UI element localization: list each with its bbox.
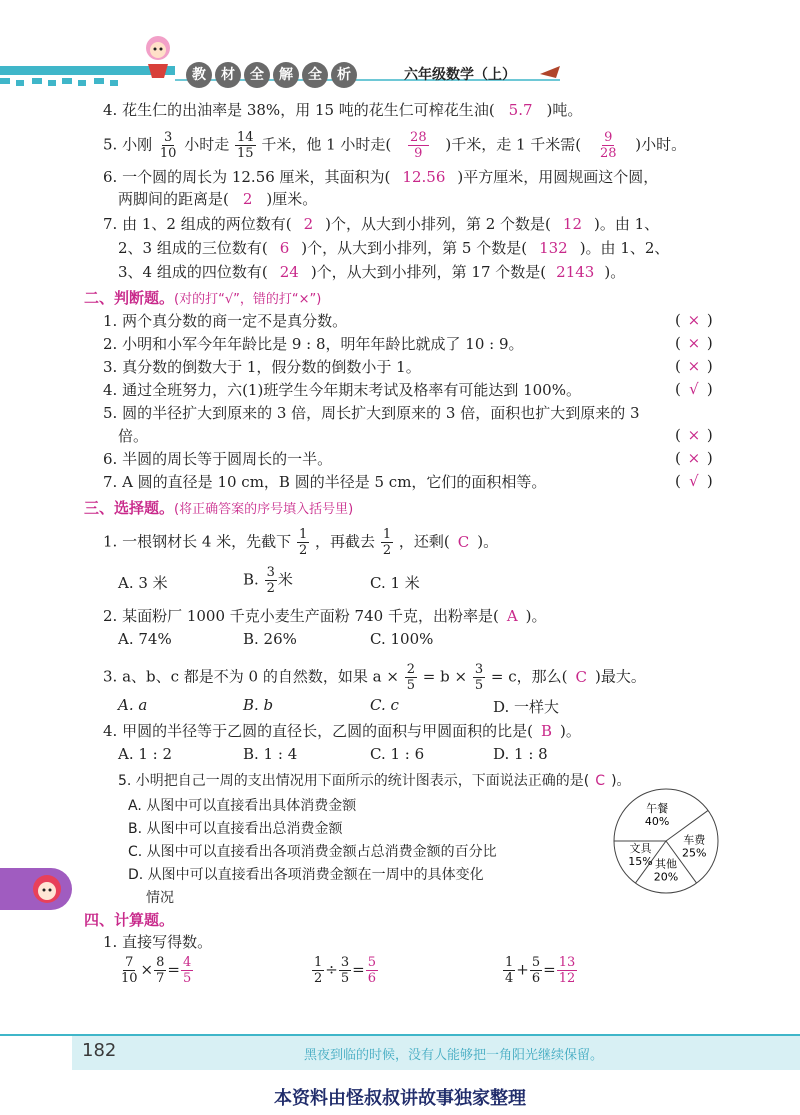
option-b: B. b [243,696,274,714]
calc-expr-3: $\frac{1}{4}$ + $\frac{5}{6}$ = $\frac{13}{12}$ [505,955,576,986]
judge-mark: ( × ) [675,449,713,467]
option-d: D. 1 : 8 [493,745,548,763]
footer-motto: 黑夜到临的时候，没有人能够把一角阳光继续保留。 [304,1048,604,1063]
fill-q7-line3: 3、4 组成的四位数有( 24 )个，从大到小排列，第 17 个数是( 2143 )。 [118,263,626,281]
pie-svg [612,787,720,895]
option-b: B. 从图中可以直接看出总消费金额 [128,821,343,837]
option-a: A. a [118,696,148,714]
option-b: B. $\frac{3}{2}$ 米 [243,565,293,596]
pie-chart [612,787,720,895]
judge-item: 2. 小明和小军今年年龄比是 9 : 8，明年年龄比就成了 10 : 9。 [103,335,524,353]
choice-q5: 5. 小明把自己一周的支出情况用下面所示的统计图表示，下面说法正确的是( C )。 [118,773,631,789]
judge-mark: ( √ ) [675,472,713,490]
pie-value-label: 15% [628,854,653,868]
header-char-2: 材 [215,62,241,88]
header-decoration [0,0,800,100]
page-number: 182 [82,1040,117,1061]
option-a: A. 74% [118,630,172,648]
option-c: C. c [370,696,399,714]
header-char-6: 析 [331,62,357,88]
judge-item: 4. 通过全班努力，六(1)班学生今年期末考试及格率有可能达到 100%。 [103,381,581,399]
option-a: A. 1 : 2 [118,745,173,763]
choice-q1: 1. 一根钢材长 4 米，先截下 $\frac{1}{2}$ ，再截去 $\frac{1}{2}$ ，还剩( C )。 [103,527,499,558]
judge-item-cont: 倍。 [118,427,149,445]
choice-q2: 2. 某面粉厂 1000 千克小麦生产面粉 740 千克，出粉率是( A )。 [103,607,547,625]
judge-item: 7. A 圆的直径是 10 cm，B 圆的半径是 5 cm，它们的面积相等。 [103,473,547,491]
calc-q1: 1. 直接写得数。 [103,933,213,951]
header-stripe [0,0,800,100]
judge-mark: ( × ) [675,311,713,329]
fraction: $\frac{1}{2}$ [382,527,392,558]
fill-q4: 4. 花生仁的出油率是 38%，用 15 吨的花生仁可榨花生油( 5.7 )吨。 [103,101,583,119]
mascot-face-icon [30,872,64,906]
option-b: B. 26% [243,630,297,648]
option-a: A. 从图中可以直接看出具体消费金额 [128,798,357,814]
fraction: $\frac{1}{2}$ [298,527,308,558]
calc-expr-2: $\frac{1}{2}$ ÷ $\frac{3}{5}$ = $\frac{5}{6}$ [314,955,376,986]
option-d: D. 从图中可以直接看出各项消费金额在一周中的具体变化 [128,867,484,883]
footer-credit: 本资料由怪叔叔讲故事独家整理 [274,1088,526,1109]
pie-label: 其他 [655,857,677,871]
judge-item: 1. 两个真分数的商一定不是真分数。 [103,312,348,330]
fraction: $\frac{3}{10}$ [159,130,177,161]
choice-q3: 3. a、b、c 都是不为 0 的自然数，如果 a × $\frac{2}{5}$ = b × $\frac{3}{5}$ = c，那么( C )最大。 [103,662,646,693]
choice-q4: 4. 甲圆的半径等于乙圆的直径长，乙圆的面积与甲圆面积的比是( B )。 [103,722,581,740]
answer: 12.56 [402,168,446,186]
mascot-icon [138,30,178,80]
option-d: D. 一样大 [493,698,560,716]
judge-item: 5. 圆的半径扩大到原来的 3 倍，周长扩大到原来的 3 倍，面积也扩大到原来的 3 [103,404,640,422]
judge-mark: ( × ) [675,334,713,352]
section-title-calc: 四、计算题。 [84,911,175,929]
fill-q5: 5. 小刚 $\frac{3}{10}$ 小时走 $\frac{14}{15}$ 千米，他 1 小时走( $\frac{28}{9}$ )千米，走 1 千米需( $\frac{9}{28}$ )小时。 [103,130,687,161]
option-a: A. 3 米 [118,574,168,592]
header-char-1: 教 [186,62,212,88]
judge-mark: ( × ) [675,426,713,444]
section-title-choice: 三、选择题。(将正确答案的序号填入括号里) [84,499,354,517]
judge-item: 6. 半圆的周长等于圆周长的一半。 [103,450,333,468]
option-c: C. 从图中可以直接看出各项消费金额占总消费金额的百分比 [128,844,497,860]
answer: 5.7 [508,101,533,119]
option-b: B. 1 : 4 [243,745,298,763]
pie-value-label: 25% [682,846,707,860]
calc-expr-1: $\frac{7}{10}$ × $\frac{8}{7}$ = $\frac{4}{5}$ [121,955,192,986]
judge-item: 3. 真分数的倒数大于 1，假分数的倒数小于 1。 [103,358,421,376]
option-c: C. 1 : 6 [370,745,425,763]
judge-mark: ( √ ) [675,380,713,398]
pie-label: 午餐 [646,801,669,815]
fill-q7-line1: 7. 由 1、2 组成的两位数有( 2 )个，从大到小排列，第 2 个数是( 12 )。由 1、 [103,215,660,233]
fraction: $\frac{14}{15}$ [237,130,254,161]
header-char-5: 全 [302,62,328,88]
option-c: C. 100% [370,630,434,648]
section-title-judge: 二、判断题。(对的打“√”，错的打“×”) [84,289,322,307]
footer-top-line [0,1034,800,1036]
pie-label: 车费 [683,833,706,847]
header-subject: 六年级数学（上） [404,67,516,83]
answer-fraction: $\frac{9}{28}$ [599,130,617,161]
header-char-3: 全 [244,62,270,88]
fill-q6-line2: 两脚间的距离是( 2 )厘米。 [118,190,318,208]
answer-fraction: $\frac{28}{9}$ [410,130,427,161]
pie-label: 文具 [629,841,652,855]
option-d-cont: 情况 [146,890,174,906]
fill-q6-line1: 6. 一个圆的周长为 12.56 厘米，其面积为( 12.56 )平方厘米，用圆规画这个圆， [103,168,659,186]
judge-mark: ( × ) [675,357,713,375]
option-c: C. 1 米 [370,574,420,592]
fill-q7-line2: 2、3 组成的三位数有( 6 )个，从大到小排列，第 5 个数是( 132 )。由 1、2、 [118,239,670,257]
pie-value-label: 20% [653,870,679,884]
header-char-4: 解 [273,62,299,88]
pie-value-label: 40% [644,814,670,828]
answer: 2 [242,190,253,208]
